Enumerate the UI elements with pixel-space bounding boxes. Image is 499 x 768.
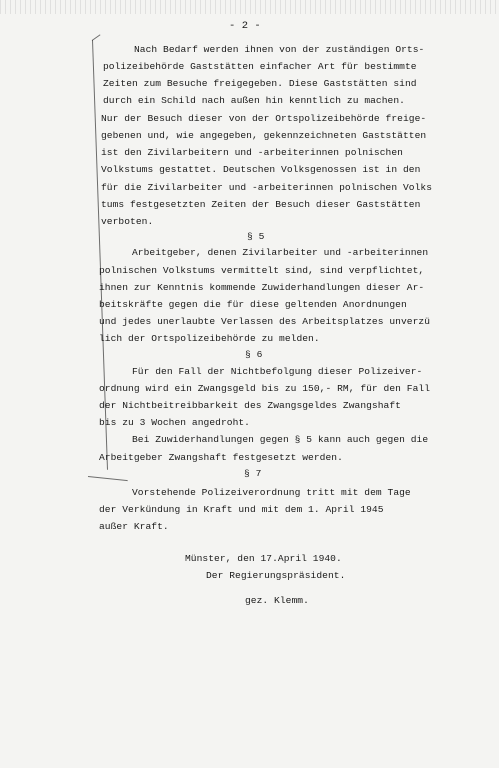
- text-line: für die Zivilarbeiter und -arbeiterinnen polnischen Volks: [101, 182, 433, 193]
- section-heading-5: § 5: [247, 231, 265, 242]
- signature-name: gez. Klemm.: [245, 595, 309, 606]
- text-line: der Nichtbeitreibbarkeit des Zwangsgeldes Zwangshaft: [99, 400, 401, 411]
- text-line: ordnung wird ein Zwangsgeld bis zu 150,- RM, für den Fall: [99, 383, 431, 394]
- text-line: der Verkündung in Kraft und mit dem 1. April 1945: [99, 504, 384, 515]
- text-line: außer Kraft.: [99, 521, 169, 532]
- text-line: beitskräfte gegen die für diese geltenden Anordnungen: [99, 299, 407, 310]
- text-line: Nach Bedarf werden ihnen von der zuständigen Orts-: [134, 44, 425, 55]
- text-line: Bei Zuwiderhandlungen gegen § 5 kann auch gegen die: [132, 434, 429, 445]
- text-line: Arbeitgeber, denen Zivilarbeiter und -arbeiterinnen: [132, 247, 429, 258]
- text-line: polnischen Volkstums vermittelt sind, sind verpflichtet,: [99, 265, 425, 276]
- signature-title: Der Regierungspräsident.: [206, 570, 346, 581]
- text-line: ist den Zivilarbeitern und -arbeiterinnen polnischen: [101, 147, 403, 158]
- text-line: Nur der Besuch dieser von der Ortspolizeibehörde freige-: [101, 113, 427, 124]
- text-line: Vorstehende Polizeiverordnung tritt mit dem Tage: [132, 487, 411, 498]
- page-number: - 2 -: [229, 20, 261, 32]
- text-line: gebenen und, wie angegeben, gekennzeichneten Gaststätten: [101, 130, 427, 141]
- text-line: ihnen zur Kenntnis kommende Zuwiderhandlungen dieser Ar-: [99, 282, 425, 293]
- text-line: Arbeitgeber Zwangshaft festgesetzt werden.: [99, 452, 343, 463]
- text-line: und jedes unerlaubte Verlassen des Arbeitsplatzes unverzü: [99, 316, 431, 327]
- text-line: bis zu 3 Wochen angedroht.: [99, 417, 250, 428]
- text-line: lich der Ortspolizeibehörde zu melden.: [99, 333, 320, 344]
- text-line: Für den Fall der Nichtbefolgung dieser Polizeiver-: [132, 366, 423, 377]
- text-line: verboten.: [101, 216, 154, 227]
- margin-tick-mark: [92, 34, 101, 41]
- text-line: tums festgesetzten Zeiten der Besuch dieser Gaststätten: [101, 199, 421, 210]
- text-line: polizeibehörde Gaststätten einfacher Art für bestimmte: [103, 61, 417, 72]
- text-line: Volkstums gestattet. Deutschen Volksgenossen ist in den: [101, 164, 421, 175]
- signature-place-date: Münster, den 17.April 1940.: [185, 553, 342, 564]
- text-line: Zeiten zum Besuche freigegeben. Diese Gaststätten sind: [103, 78, 417, 89]
- margin-tick-mark: [88, 476, 128, 481]
- section-heading-7: § 7: [244, 468, 262, 479]
- section-heading-6: § 6: [245, 349, 263, 360]
- scan-noise: [0, 0, 499, 14]
- text-line: durch ein Schild nach außen hin kenntlich zu machen.: [103, 95, 405, 106]
